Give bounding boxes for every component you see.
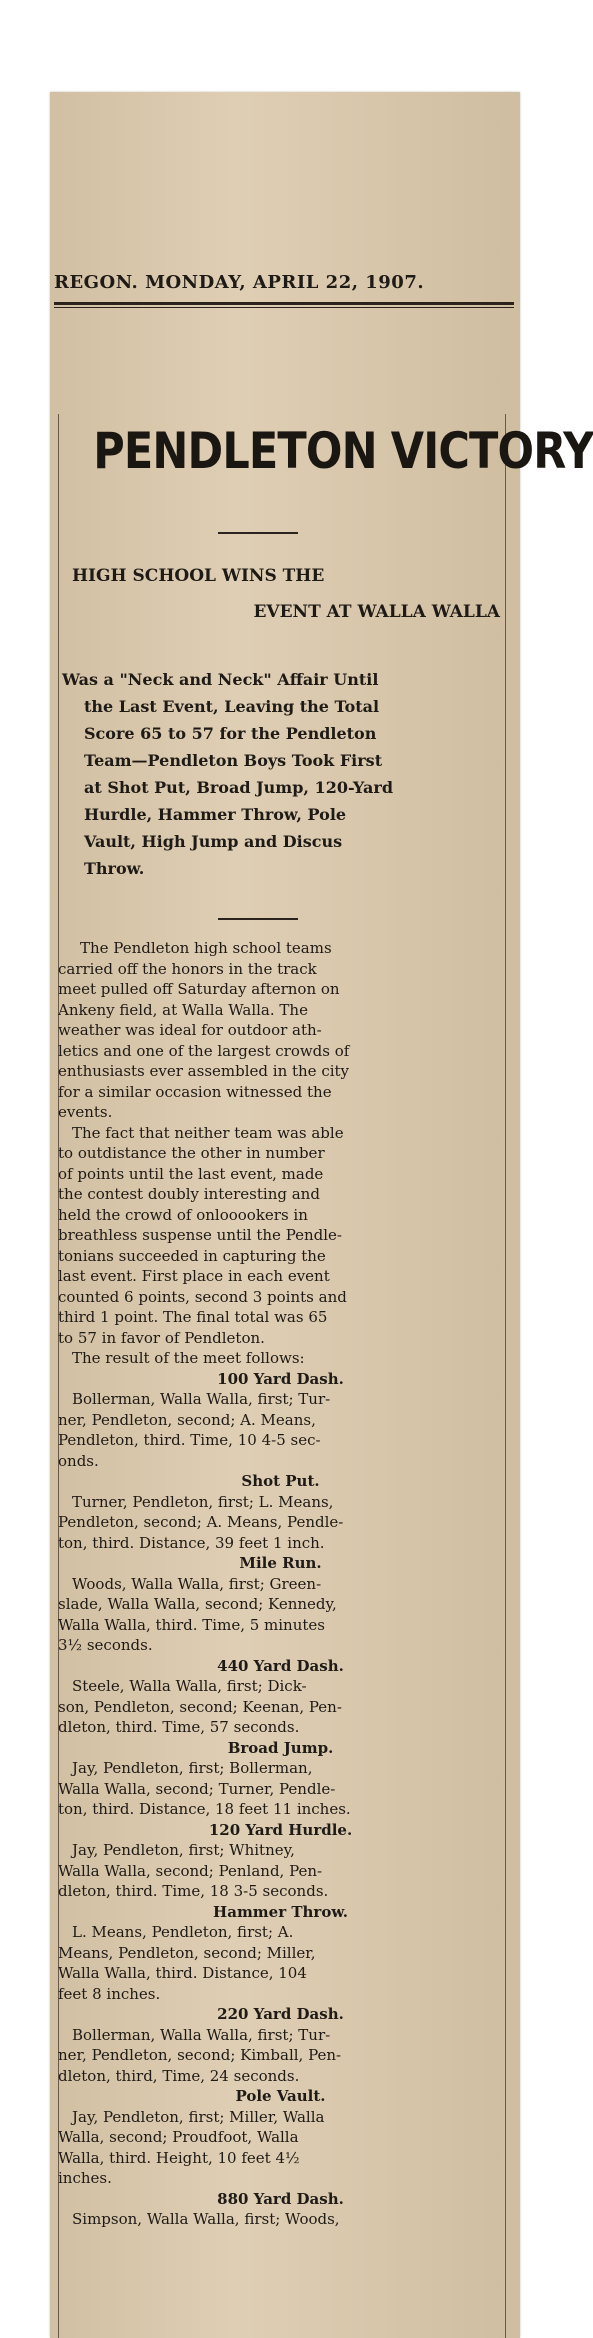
body-line: dleton, third. Time, 57 seconds. (58, 1718, 300, 1736)
body-line: Simpson, Walla Walla, first; Woods, (72, 2210, 340, 2228)
body-line: Walla, second; Proudfoot, Walla (58, 2128, 299, 2146)
body-line: Means, Pendleton, second; Miller, (58, 1943, 316, 1962)
headline: PENDLETON VICTORY (93, 422, 593, 480)
body-line: events. (58, 1103, 113, 1121)
body-line: meet pulled off Saturday afternon on (58, 980, 340, 998)
top-rule (54, 302, 514, 305)
body-line: onds. (58, 1451, 99, 1470)
summary-line: Throw. (84, 859, 145, 878)
summary-line: Was a "Neck and Neck" Affair Until (62, 670, 379, 689)
body-line: to 57 in favor of Pendleton. (58, 1328, 265, 1347)
summary-paragraph (62, 666, 497, 882)
body-line: tonians succeeded in capturing the (58, 1246, 326, 1265)
newspaper-clipping (50, 92, 593, 2338)
body-line: counted 6 points, second 3 points and (58, 1287, 347, 1306)
body-line: ton, third. Distance, 18 feet 11 inches. (58, 1800, 351, 1818)
body-line: Steele, Walla Walla, first; Dick- (72, 1677, 307, 1695)
event-heading: Broad Jump. (227, 1738, 334, 1757)
body-line: The fact that neither team was able (72, 1123, 344, 1142)
body-line: ton, third. Distance, 39 feet 1 inch. (58, 1533, 325, 1552)
body-line: the contest doubly interesting and (58, 1185, 320, 1203)
body-line: Walla Walla, third. Distance, 104 (58, 1964, 307, 1982)
event-heading: 220 Yard Dash. (217, 2005, 344, 2023)
body-line: Ankeny field, at Walla Walla. The (58, 1000, 308, 1019)
body-line: of points until the last event, made (58, 1164, 324, 1183)
body-line: slade, Walla Walla, second; Kennedy, (58, 1595, 337, 1613)
body-line: dleton, third, Time, 24 seconds. (58, 2066, 300, 2085)
body-line: Turner, Pendleton, first; L. Means, (72, 1492, 334, 1511)
summary-line: Vault, High Jump and Discus (84, 832, 343, 851)
body-line: Pendleton, second; A. Means, Pendle- (58, 1513, 344, 1531)
event-heading: Pole Vault. (235, 2087, 326, 2105)
event-heading: Shot Put. (241, 1472, 320, 1490)
summary-line: Hurdle, Hammer Throw, Pole (84, 805, 347, 824)
dateline: REGON. MONDAY, APRIL 22, 1907. (54, 272, 425, 293)
body-line: The result of the meet follows: (72, 1349, 305, 1367)
top-rule-thin (54, 307, 514, 308)
event-heading: Hammer Throw. (213, 1902, 348, 1921)
body-line: dleton, third. Time, 18 3-5 seconds. (58, 1882, 329, 1900)
body-line: ner, Pendleton, second; A. Means, (58, 1410, 316, 1429)
event-heading: Mile Run. (239, 1554, 322, 1572)
body-line: held the crowd of onlooookers in (58, 1205, 308, 1224)
body-line: son, Pendleton, second; Keenan, Pen- (58, 1697, 342, 1716)
event-heading: 120 Yard Hurdle. (208, 1820, 353, 1839)
summary-line: Score 65 to 57 for the Pendleton (84, 724, 377, 743)
body-line: 3½ seconds. (58, 1636, 153, 1654)
body-line: feet 8 inches. (58, 1984, 161, 2003)
summary-line: the Last Event, Leaving the Total (84, 697, 380, 716)
summary-line: at Shot Put, Broad Jump, 120-Yard (84, 778, 393, 797)
body-line: letics and one of the largest crowds of (58, 1041, 350, 1060)
event-heading: 880 Yard Dash. (217, 2189, 344, 2208)
body-line: to outdistance the other in number (58, 1144, 325, 1162)
body-line: for a similar occasion witnessed the (58, 1082, 332, 1101)
body-line: ner, Pendleton, second; Kimball, Pen- (58, 2046, 342, 2064)
body-line: Walla Walla, second; Penland, Pen- (58, 1861, 323, 1880)
body-line: Jay, Pendleton, first; Miller, Walla (72, 2107, 325, 2126)
summary-line: Team—Pendleton Boys Took First (84, 751, 383, 770)
body-line: breathless suspense until the Pendle- (58, 1226, 343, 1244)
body-line: Walla, third. Height, 10 feet 4½ (58, 2148, 300, 2167)
body-line: Jay, Pendleton, first; Whitney, (72, 1841, 295, 1859)
deck-line-1: HIGH SCHOOL WINS THE (72, 566, 325, 586)
event-heading: 100 Yard Dash. (217, 1369, 344, 1388)
article-body (58, 938, 503, 2230)
deck-line-2: EVENT AT WALLA WALLA (253, 602, 500, 622)
divider-rule (218, 918, 298, 920)
divider-rule (218, 532, 298, 534)
column-rule-right (505, 414, 506, 2338)
body-line: The Pendleton high school teams (80, 939, 332, 957)
body-line: Jay, Pendleton, first; Bollerman, (72, 1759, 313, 1777)
body-line: L. Means, Pendleton, first; A. (72, 1923, 294, 1941)
body-line: Bollerman, Walla Walla, first; Tur- (72, 1390, 331, 1408)
body-line: enthusiasts ever assembled in the city (58, 1062, 350, 1080)
body-line: weather was ideal for outdoor ath- (58, 1021, 322, 1039)
body-line: inches. (58, 2169, 112, 2187)
body-line: Walla Walla, second; Turner, Pendle- (58, 1779, 336, 1798)
event-heading: 440 Yard Dash. (217, 1656, 344, 1675)
body-line: third 1 point. The final total was 65 (58, 1308, 328, 1326)
body-line: carried off the honors in the track (58, 959, 317, 978)
body-line: Walla Walla, third. Time, 5 minutes (58, 1615, 325, 1634)
body-line: Pendleton, third. Time, 10 4-5 sec- (58, 1431, 321, 1449)
body-line: Bollerman, Walla Walla, first; Tur- (72, 2025, 331, 2044)
body-line: last event. First place in each event (58, 1267, 330, 1285)
body-line: Woods, Walla Walla, first; Green- (72, 1574, 322, 1593)
